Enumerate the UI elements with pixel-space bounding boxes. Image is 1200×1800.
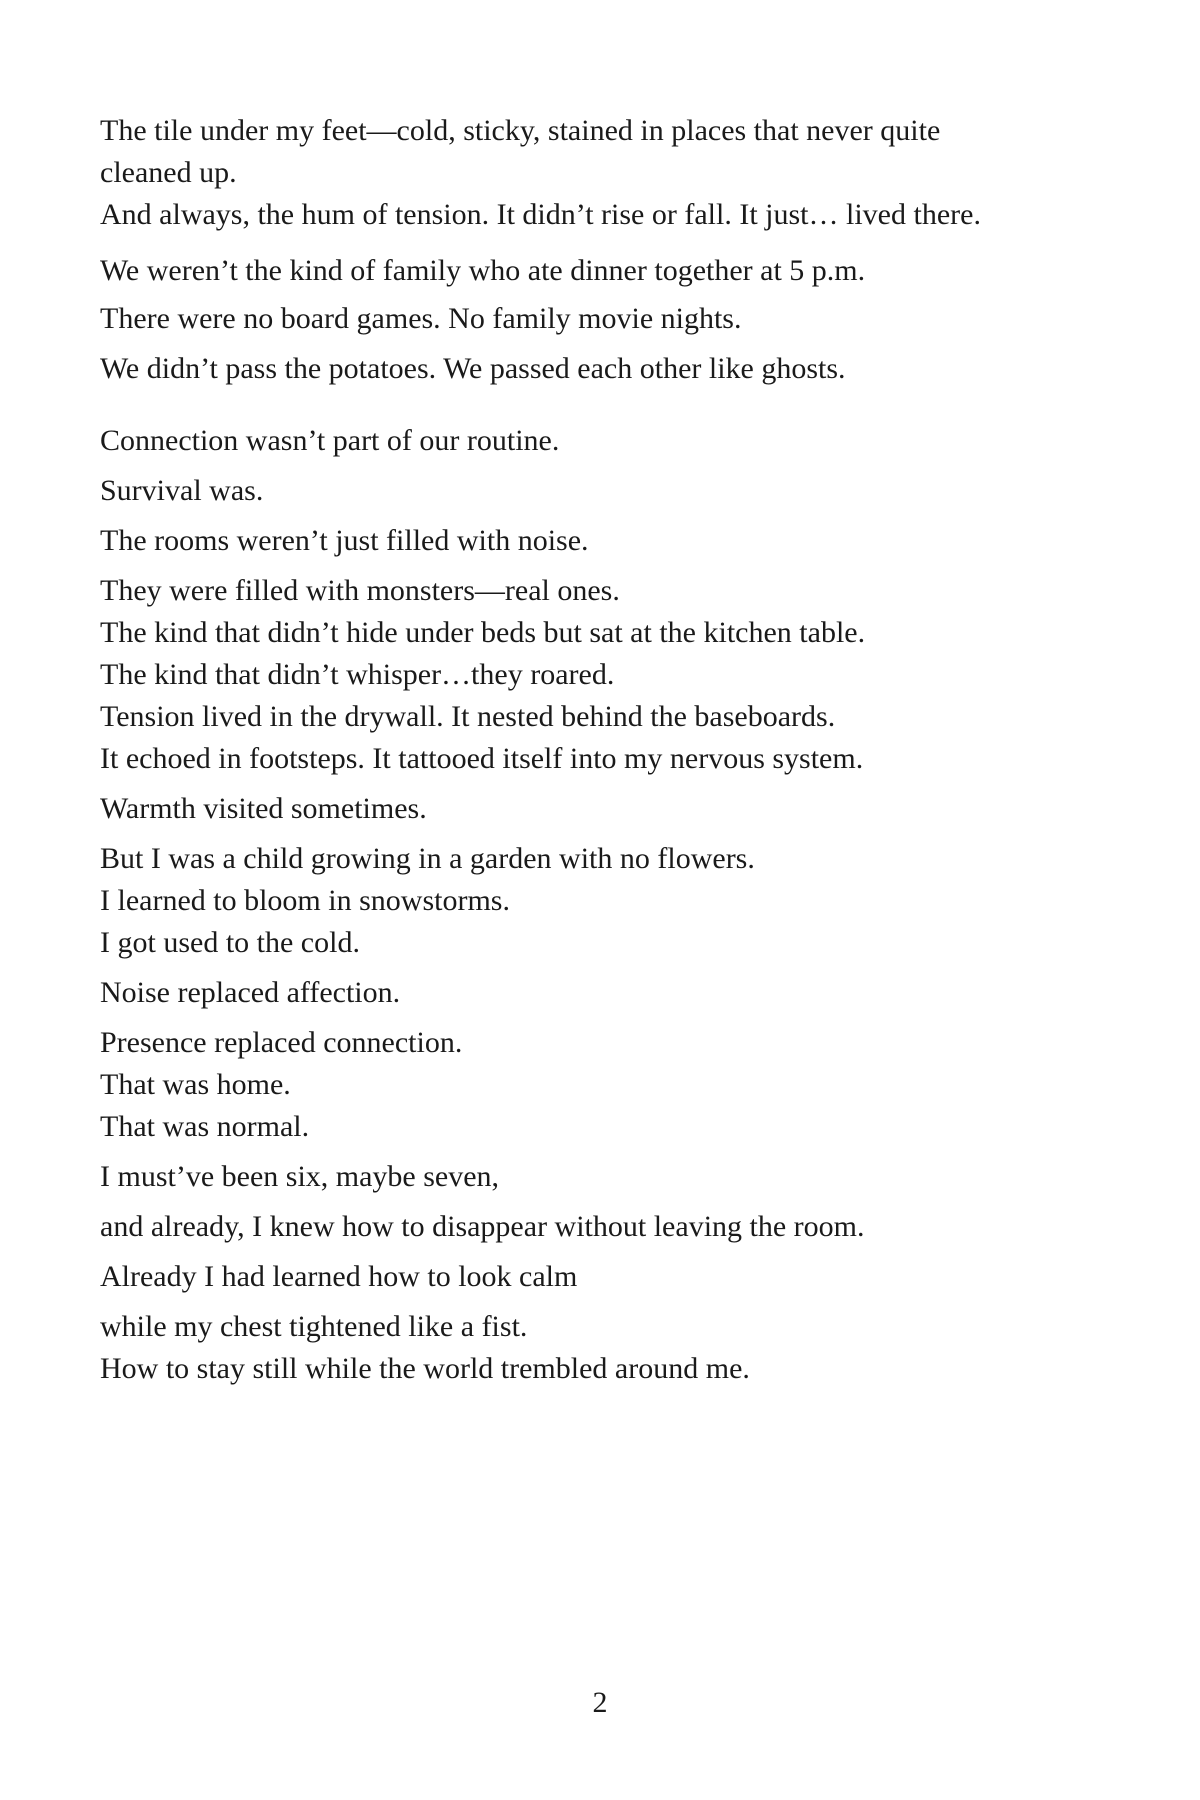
text-line: I learned to bloom in snowstorms.	[100, 884, 510, 917]
text-line: Connection wasn’t part of our routine.	[100, 424, 560, 457]
body-text	[100, 110, 1110, 1390]
text-line: Tension lived in the drywall. It nested behind the baseboards.	[100, 700, 836, 733]
text-line: There were no board games. No family movie nights.	[100, 302, 742, 335]
text-line: It echoed in footsteps. It tattooed itself into my nervous system.	[100, 742, 864, 775]
text-line: I must’ve been six, maybe seven,	[100, 1160, 500, 1193]
text-line: We weren’t the kind of family who ate dinner together at 5 p.m.	[100, 254, 866, 287]
text-line: Survival was.	[100, 474, 264, 507]
text-line: The tile under my feet—cold, sticky, stained in places that never quite	[100, 114, 941, 147]
page-number: 2	[592, 1686, 608, 1719]
text-line: That was home.	[100, 1068, 291, 1101]
text-line: while my chest tightened like a fist.	[100, 1310, 528, 1343]
text-line: And always, the hum of tension. It didn’t rise or fall. It just… lived there.	[100, 198, 981, 231]
text-line: Already I had learned how to look calm	[100, 1260, 578, 1293]
text-line: That was normal.	[100, 1110, 310, 1143]
text-line: But I was a child growing in a garden with no flowers.	[100, 842, 755, 875]
text-line: I got used to the cold.	[100, 926, 360, 959]
text-line: Presence replaced connection.	[100, 1026, 463, 1059]
text-line: The kind that didn’t hide under beds but sat at the kitchen table.	[100, 616, 866, 649]
text-line: cleaned up.	[100, 156, 237, 189]
text-line: We didn’t pass the potatoes. We passed each other like ghosts.	[100, 352, 846, 385]
text-line: Warmth visited sometimes.	[100, 792, 427, 825]
text-line: They were filled with monsters—real ones.	[100, 574, 620, 607]
text-line: The kind that didn’t whisper…they roared.	[100, 658, 615, 691]
text-line: How to stay still while the world trembled around me.	[100, 1352, 750, 1385]
text-line: and already, I knew how to disappear without leaving the room.	[100, 1210, 865, 1243]
text-line: Noise replaced affection.	[100, 976, 401, 1009]
text-line: The rooms weren’t just filled with noise.	[100, 524, 589, 557]
